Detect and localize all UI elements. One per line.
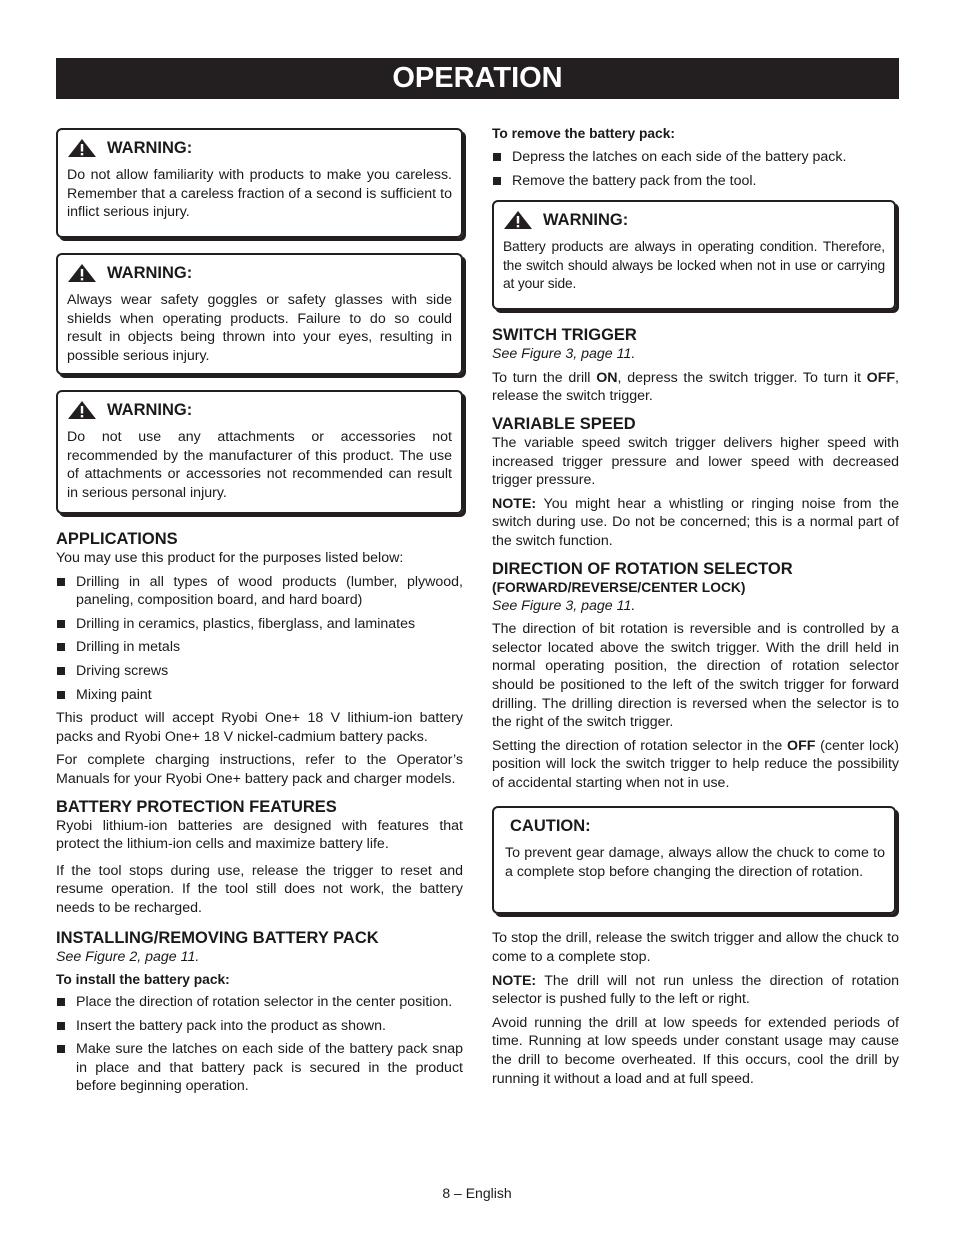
section-heading: INSTALLING/REMOVING BATTERY PACK bbox=[56, 928, 379, 947]
bullet-square-icon bbox=[493, 153, 501, 161]
bullet-square-icon bbox=[493, 177, 501, 185]
warning-box-goggles bbox=[56, 253, 463, 375]
bullet-square-icon bbox=[57, 643, 65, 651]
paragraph: Ryobi lithium-ion batteries are designed with features that protect the lithium-ion cells and maximize battery life. bbox=[56, 817, 463, 853]
list-item: Depress the latches on each side of the battery pack. bbox=[492, 148, 899, 167]
list-item: Mixing paint bbox=[56, 686, 463, 705]
remove-list bbox=[492, 148, 899, 190]
warning-box-attachments bbox=[56, 390, 463, 514]
figure-reference: See Figure 3, page 11. bbox=[492, 597, 636, 614]
warning-header bbox=[67, 138, 452, 158]
paragraph: This product will accept Ryobi One+ 18 V lithium-ion battery packs and Ryobi One+ 18 V nickel-cadmium battery packs. bbox=[56, 710, 463, 745]
warning-text: Do not use any attachments or accessories not recommended by the manufacturer of this product. The use of attachments or accessories not recommended can result in serious personal injury. bbox=[67, 429, 452, 501]
warning-text: Always wear safety goggles or safety glasses with side shields when operating products. Failure to do so could result in objects being thrown into your eyes, resulting in possible serious injury. bbox=[67, 292, 452, 364]
warning-text: Do not allow familiarity with products to make you careless. Remember that a careless fraction of a second is sufficient to inflict serious injury. bbox=[67, 167, 452, 221]
paragraph: The variable speed switch trigger delivers higher speed with increased trigger pressure and lower speed with decreased trigger pressure. bbox=[492, 434, 899, 489]
section-heading: VARIABLE SPEED bbox=[492, 414, 636, 433]
section-heading: SWITCH TRIGGER bbox=[492, 326, 637, 345]
direction-section bbox=[492, 559, 899, 793]
warning-header bbox=[67, 400, 452, 420]
warning-triangle-icon bbox=[67, 263, 97, 283]
warning-title: WARNING: bbox=[107, 400, 193, 419]
subheading: To install the battery pack: bbox=[56, 972, 230, 988]
section-heading: APPLICATIONS bbox=[56, 530, 178, 548]
warning-triangle-icon bbox=[67, 138, 97, 158]
list-item: Drilling in all types of wood products (lumber, plywood, paneling, composition board, and hard board) bbox=[56, 573, 463, 610]
note-paragraph: NOTE: You might hear a whistling or ringing noise from the switch during use. Do not be concerned; this is a normal part of the switch function. bbox=[492, 495, 899, 549]
list-item: Driving screws bbox=[56, 662, 463, 681]
page-title: OPERATION bbox=[56, 58, 899, 99]
switch-trigger-section bbox=[492, 325, 899, 406]
variable-speed-section bbox=[492, 414, 899, 551]
section-heading: BATTERY PROTECTION FEATURES bbox=[56, 797, 337, 816]
installing-section bbox=[56, 928, 463, 1097]
list-item: Remove the battery pack from the tool. bbox=[492, 172, 899, 191]
figure-reference: See Figure 2, page 11. bbox=[56, 948, 200, 965]
paragraph: For complete charging instructions, refer to the Operator’s Manuals for your Ryobi One+ battery pack and charger models. bbox=[56, 752, 463, 787]
list-item: Place the direction of rotation selector in the center position. bbox=[56, 993, 463, 1012]
paragraph: Avoid running the drill at low speeds for extended periods of time. Running at low speeds under constant usage may cause the drill to become overheated. If this occurs, cool the drill by running it without a load and at full speed. bbox=[492, 1014, 899, 1087]
paragraph: Setting the direction of rotation selector in the OFF (center lock) position will lock the switch trigger to help reduce the possibility of accidental starting when not in use. bbox=[492, 737, 899, 791]
warning-box-familiarity bbox=[56, 128, 463, 238]
figure-reference: See Figure 3, page 11. bbox=[492, 346, 636, 363]
note-paragraph: NOTE: The drill will not run unless the direction of rotation selector is pushed fully to the left or right. bbox=[492, 972, 899, 1008]
bullet-square-icon bbox=[57, 691, 65, 699]
right-column bbox=[492, 125, 899, 1093]
bullet-square-icon bbox=[57, 578, 65, 586]
warning-box-battery bbox=[492, 200, 896, 310]
bullet-square-icon bbox=[57, 667, 65, 675]
paragraph: To stop the drill, release the switch trigger and allow the chuck to come to a complete stop. bbox=[492, 930, 899, 966]
battery-protection-section bbox=[56, 797, 463, 918]
left-column bbox=[56, 128, 463, 1101]
list-item: Drilling in ceramics, plastics, fiberglass, and laminates bbox=[56, 615, 463, 634]
warning-title: WARNING: bbox=[107, 138, 193, 157]
section-heading: DIRECTION OF ROTATION SELECTOR bbox=[492, 559, 793, 578]
bullet-square-icon bbox=[57, 998, 65, 1006]
bullet-square-icon bbox=[57, 620, 65, 628]
subheading: To remove the battery pack: bbox=[492, 126, 675, 141]
paragraph: The direction of bit rotation is reversible and is controlled by a selector located above the switch trigger. With the drill held in normal operating position, the direction of rotation selector should be positioned to the left of the switch trigger for forward drilling. The drilling direction is reversed when the selector is to the right of the switch trigger. bbox=[492, 621, 899, 731]
list-item: Drilling in metals bbox=[56, 638, 463, 657]
warning-triangle-icon bbox=[503, 210, 533, 230]
warning-header bbox=[67, 263, 452, 283]
warning-header bbox=[503, 210, 885, 230]
applications-section bbox=[56, 529, 463, 789]
warning-title: WARNING: bbox=[107, 263, 193, 282]
applications-list bbox=[56, 573, 463, 705]
paragraph: To turn the drill ON, depress the switch trigger. To turn it OFF, release the switch trigger. bbox=[492, 369, 899, 405]
install-list bbox=[56, 993, 463, 1096]
paragraph: If the tool stops during use, release the trigger to reset and resume operation. If the tool still does not work, the battery needs to be recharged. bbox=[56, 862, 463, 916]
subheading: (FORWARD/REVERSE/CENTER LOCK) bbox=[492, 579, 746, 595]
caution-text: To prevent gear damage, always allow the chuck to come to a complete stop before changing the direction of rotation. bbox=[505, 845, 885, 881]
page-number: 8 – English bbox=[442, 1185, 512, 1201]
warning-text: Battery products are always in operating condition. Therefore, the switch should always be locked when not in use or carrying at your side. bbox=[503, 239, 885, 292]
list-item: Make sure the latches on each side of the battery pack snap in place and that battery pack is secured in the product before beginning operation. bbox=[56, 1040, 463, 1096]
warning-title: WARNING: bbox=[543, 210, 629, 229]
caution-title: CAUTION: bbox=[510, 817, 591, 836]
bullet-square-icon bbox=[57, 1022, 65, 1030]
applications-intro: You may use this product for the purposes listed below: bbox=[56, 550, 404, 566]
caution-header bbox=[503, 816, 885, 836]
warning-triangle-icon bbox=[67, 400, 97, 420]
caution-box bbox=[492, 806, 896, 914]
list-item: Insert the battery pack into the product as shown. bbox=[56, 1017, 463, 1036]
bullet-square-icon bbox=[57, 1045, 65, 1053]
